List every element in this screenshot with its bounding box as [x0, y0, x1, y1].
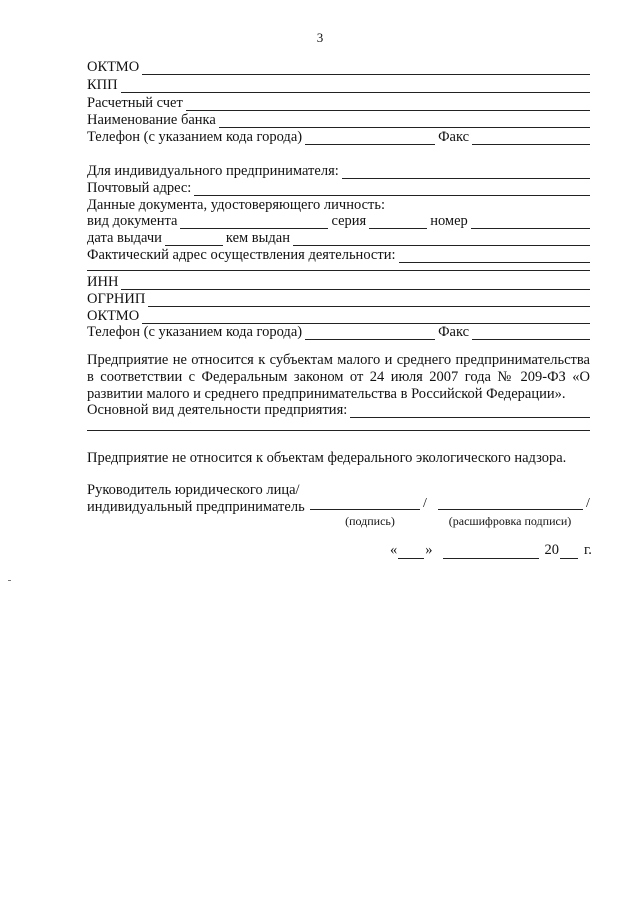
phone-label: Телефон (с указанием кода города) [87, 129, 303, 145]
signature-line [310, 497, 420, 510]
date-close-quote: » [425, 542, 433, 558]
decode-caption: (расшифровка подписи) [448, 514, 572, 528]
day-line [398, 546, 424, 559]
account-field [87, 93, 590, 111]
main-activity-line [350, 405, 590, 418]
fax-label-bottom: Факс [438, 324, 470, 340]
sme-paragraph: Предприятие не относится к субъектам малого и среднего предпринимательства в соответствии с Федеральным законом от 24 июля 2007 года № 209-ФЗ «О развитии малого и среднего предпринимательства в Российской Федерации». [87, 352, 590, 402]
date-row [390, 541, 592, 559]
ogrnip-field [87, 289, 590, 307]
oktmo-line [142, 62, 590, 75]
date-open-quote: « [390, 542, 398, 558]
eco-statement: Предприятие не относится к объектам федерального экологического надзора. [87, 450, 567, 466]
phone-line-bottom [305, 327, 435, 340]
ogrnip-label: ОГРНИП [87, 291, 146, 307]
page-number: 3 [316, 30, 324, 45]
fax-line [472, 132, 590, 145]
oktmo-field [87, 57, 590, 75]
kpp-field [87, 75, 590, 93]
year-line [560, 546, 578, 559]
postal-field [87, 178, 590, 196]
kpp-line [121, 80, 590, 93]
postal-label: Почтовый адрес: [87, 180, 192, 196]
doc-type-label: вид документа [87, 213, 178, 229]
fax-label: Факс [438, 129, 470, 145]
sign-caption: (подпись) [345, 514, 395, 528]
signature-slash-1: / [423, 496, 427, 511]
role-line-2: индивидуальный предприниматель [87, 499, 305, 515]
year-suffix: г. [584, 542, 592, 558]
entrepreneur-heading-row [87, 161, 590, 179]
main-activity-label: Основной вид деятельности предприятия: [87, 402, 348, 418]
number-label: номер [430, 213, 468, 229]
oktmo-label: ОКТМО [87, 59, 140, 75]
oktmo-label-bottom: ОКТМО [87, 308, 140, 324]
actual-address-line [399, 250, 591, 263]
issue-row [87, 228, 590, 246]
bank-label: Наименование банка [87, 112, 216, 128]
actual-address-row [87, 245, 590, 263]
main-activity-line-2 [87, 430, 590, 431]
month-line [443, 546, 539, 559]
phone-label-bottom: Телефон (с указанием кода города) [87, 324, 303, 340]
doc-type-row [87, 211, 590, 229]
inn-label: ИНН [87, 274, 119, 290]
series-label: серия [331, 213, 367, 229]
signature-slash-2: / [586, 496, 590, 511]
entrepreneur-heading: Для индивидуального предпринимателя: [87, 163, 339, 179]
actual-address-label: Фактический адрес осуществления деятельности: [87, 247, 396, 263]
issue-date-label: дата выдачи [87, 230, 162, 246]
phone-fax-field-top [87, 127, 590, 145]
kpp-label: КПП [87, 77, 118, 93]
actual-address-line-2 [87, 270, 590, 271]
scan-mark [8, 580, 11, 581]
issued-by-label: кем выдан [225, 230, 290, 246]
role-line-1: Руководитель юридического лица/ [87, 482, 300, 498]
account-label: Расчетный счет [87, 95, 183, 111]
decode-line [438, 497, 583, 510]
year-prefix: 20 [544, 542, 559, 558]
phone-line [305, 132, 435, 145]
inn-field [87, 272, 590, 290]
main-activity-row [87, 400, 590, 418]
bank-field [87, 110, 590, 128]
fax-line-bottom [472, 327, 590, 340]
phone-fax-field-bottom [87, 322, 590, 340]
doc-data-label: Данные документа, удостоверяющего личность: [87, 197, 385, 213]
